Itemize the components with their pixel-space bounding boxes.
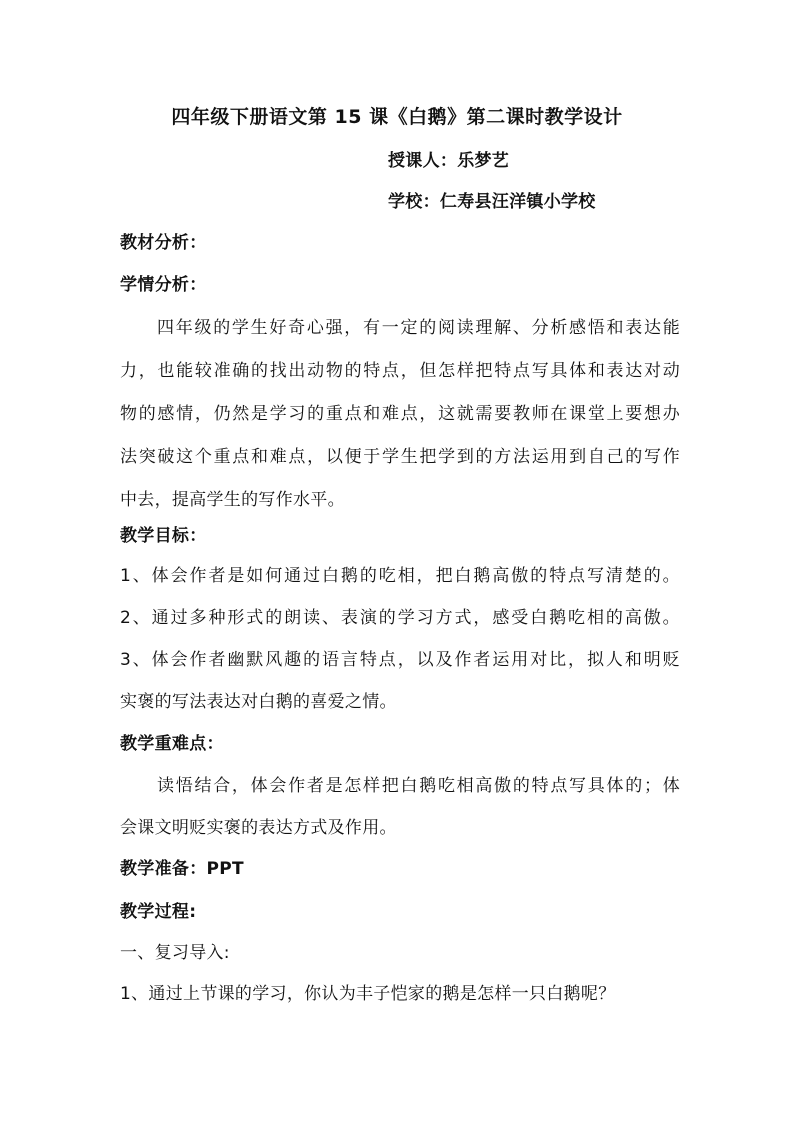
objective-item: 实褒的写法表达对白鹅的喜爱之情。 — [120, 692, 397, 712]
step-one-question: 1、通过上节课的学习，你认为丰子恺家的鹅是怎样一只白鹅呢？ — [120, 984, 616, 1004]
paragraph-line: 读悟结合，体会作者是怎样把白鹅吃相高傲的特点写具体的；体 — [157, 776, 680, 796]
paragraph-line: 法突破这个重点和难点，以便于学生把学到的方法运用到自己的写作 — [120, 447, 680, 467]
teacher-name: 授课人：乐梦艺 — [388, 151, 510, 171]
key-points-heading: 教学重难点： — [120, 734, 224, 754]
student-analysis-heading: 学情分析： — [120, 275, 207, 295]
document-title: 四年级下册语文第 15 课《白鹅》第二课时教学设计 — [171, 106, 623, 128]
paragraph-line: 会课文明贬实褒的表达方式及作用。 — [120, 818, 397, 838]
paragraph-line: 四年级的学生好奇心强，有一定的阅读理解、分析感悟和表达能 — [157, 318, 680, 338]
paragraph-line: 中去，提高学生的写作水平。 — [120, 490, 345, 510]
preparation-line: 教学准备：PPT — [120, 859, 244, 879]
objective-item: 2、通过多种形式的朗读、表演的学习方式，感受白鹅吃相的高傲。 — [120, 608, 680, 628]
objective-item: 1、体会作者是如何通过白鹅的吃相，把白鹅高傲的特点写清楚的。 — [120, 566, 680, 586]
objectives-heading: 教学目标： — [120, 526, 207, 546]
paragraph-line: 物的感情，仍然是学习的重点和难点，这就需要教师在课堂上要想办 — [120, 404, 680, 424]
step-one-heading: 一、复习导入: — [120, 943, 230, 963]
process-heading: 教学过程: — [120, 902, 197, 922]
material-analysis-heading: 教材分析： — [120, 233, 207, 253]
objective-item: 3、体会作者幽默风趣的语言特点，以及作者运用对比，拟人和明贬 — [120, 650, 680, 670]
paragraph-line: 力，也能较准确的找出动物的特点，但怎样把特点写具体和表达对动 — [120, 361, 680, 381]
school-name: 学校：仁寿县汪洋镇小学校 — [388, 192, 596, 212]
